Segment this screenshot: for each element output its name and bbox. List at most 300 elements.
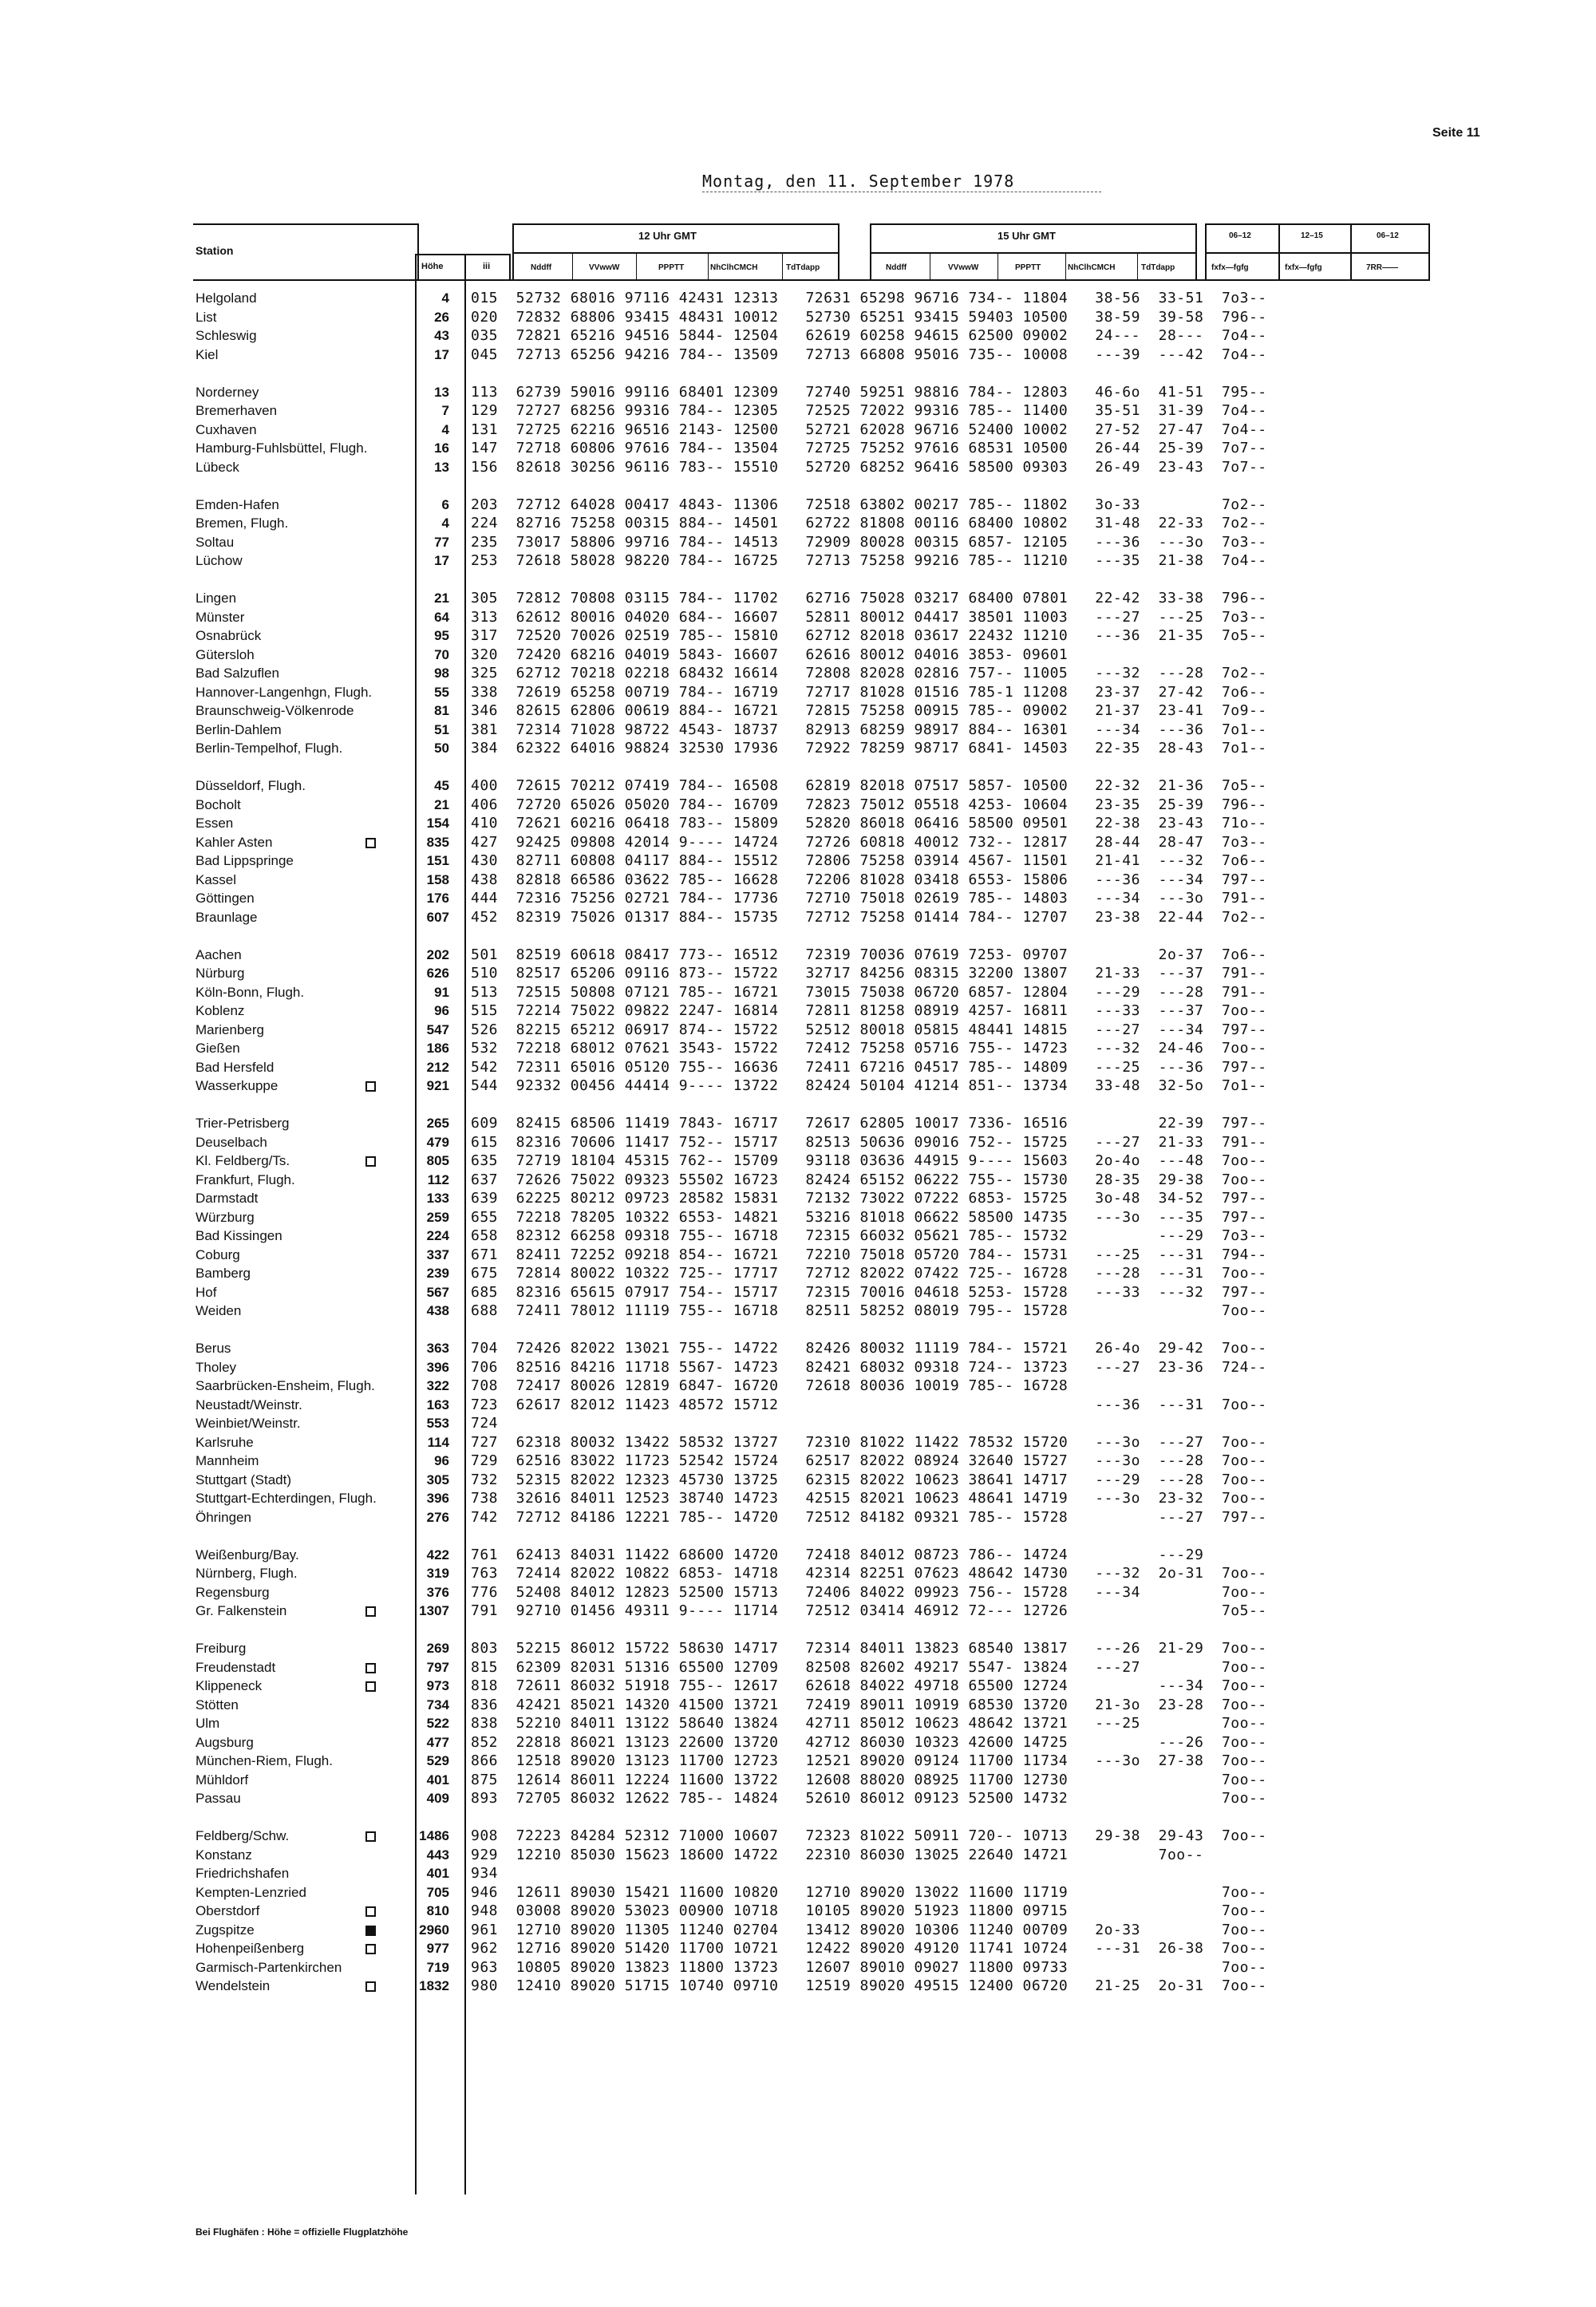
station-name: Berlin-Tempelhof, Flugh. (196, 741, 343, 756)
group-spacer (363, 364, 449, 383)
hohe-value: 13 (434, 384, 449, 400)
col-12-dewpoint: TdTdapp (786, 263, 820, 272)
observation-row: 444 72316 75256 02721 784-- 17736 72710 75018 02619 785-- 14803 ---34 ---3o 791-- (471, 890, 1267, 907)
observation-row: 818 72611 86032 51918 755-- 12617 62618 84022 49718 65500 12724 ---34 7oo-- (471, 1677, 1267, 1694)
hohe-value: 305 (426, 1472, 449, 1487)
extra-head-2: 12–15 (1301, 231, 1323, 240)
station-name: Frankfurt, Flugh. (196, 1171, 295, 1187)
observation-row: 948 03008 89020 53023 00900 10718 10105 89020 51923 11800 09715 7oo-- (471, 1902, 1267, 1919)
observation-row: 838 52210 84011 13122 58640 13824 42711 85012 10623 48642 13721 ---25 7oo-- (471, 1715, 1267, 1732)
hohe-value: 21 (434, 591, 449, 606)
observation-row: 908 72223 84284 52312 71000 10607 72323 81022 50911 720-- 10713 29-38 29-43 7oo-- (471, 1827, 1267, 1844)
observation-row: 510 82517 65206 09116 873-- 15722 32717 84256 08315 32200 13807 21-33 ---37 791-- (471, 965, 1267, 982)
hohe-value: 4 (441, 421, 449, 437)
station-name: Hohenpeißenberg (196, 1941, 305, 1956)
station-name: Münster (196, 609, 245, 625)
station-name: Kl. Feldberg/Ts. (196, 1153, 290, 1168)
hohe-value: 55 (434, 684, 449, 700)
hohe-value: 1307 (419, 1603, 449, 1618)
station-name: Hannover-Langenhgn, Flugh. (196, 684, 373, 700)
station-name: Osnabrück (196, 628, 262, 643)
observation-row: 836 42421 85021 14320 41500 13721 72419 89011 10919 68530 13720 21-3o 23-28 7oo-- (471, 1696, 1267, 1713)
col-15-nddff: Nddff (886, 263, 907, 272)
station-name: Garmisch-Partenkirchen (196, 1959, 342, 1975)
group-spacer (471, 571, 1267, 590)
hohe-value: 45 (434, 778, 449, 793)
station-name: Kiel (196, 346, 219, 362)
observation-row: 738 32616 84011 12523 38740 14723 42515 82021 10623 48641 14719 ---3o 23-32 7oo-- (471, 1490, 1267, 1507)
observation-row: 035 72821 65216 94516 5844- 12504 62619 60258 94615 62500 09002 24--- 28--- 7o4-- (471, 327, 1267, 344)
station-name: Braunschweig-Völkenrode (196, 703, 354, 718)
observation-row: 961 12710 89020 11305 11240 02704 13412 89020 10306 11240 00709 2o-33 7oo-- (471, 1921, 1267, 1938)
observation-row: 147 72718 60806 97616 784-- 13504 72725 75252 97616 68531 10500 26-44 25-39 7o7-- (471, 440, 1267, 456)
station-name: Stuttgart-Echterdingen, Flugh. (196, 1491, 377, 1506)
observation-row: 427 92425 09808 42014 9---- 14724 72726 60818 40012 732-- 12817 28-44 28-47 7o3-- (471, 833, 1267, 851)
station-name: München-Riem, Flugh. (196, 1753, 333, 1768)
observation-row: 020 72832 68806 93415 48431 10012 52730 65251 93415 59403 10500 38-59 39-58 796-- (471, 308, 1267, 326)
hohe-value: 95 (434, 628, 449, 643)
col-12-nddff: Nddff (531, 263, 552, 272)
group-spacer (363, 1321, 449, 1340)
hohe-value: 224 (426, 1228, 449, 1243)
station-name: Ulm (196, 1716, 220, 1731)
observation-row: 934 (471, 1865, 499, 1882)
observation-row: 224 82716 75258 00315 884-- 14501 62722 81808 00116 68400 10802 31-48 22-33 7o2-- (471, 515, 1267, 531)
observation-row: 704 72426 82022 13021 755-- 14722 82426 80032 11119 784-- 15721 26-4o 29-42 7oo-- (471, 1340, 1267, 1357)
hohe-value: 1832 (419, 1978, 449, 1993)
observation-row: 015 52732 68016 97116 42431 12313 72631 65298 96716 734-- 11804 38-56 33-51 7o3-- (471, 290, 1267, 306)
group-15-divider (870, 252, 1197, 254)
observation-row: 544 92332 00456 44414 9---- 13722 82424 50104 41214 851-- 13734 33-48 32-5o 7o1-- (471, 1077, 1267, 1094)
station-name: Bremen, Flugh. (196, 516, 289, 531)
station-name: Hamburg-Fuhlsbüttel, Flugh. (196, 440, 368, 456)
observation-row: 803 52215 86012 15722 58630 14717 72314 84011 13823 68540 13817 ---26 21-29 7oo-- (471, 1640, 1267, 1657)
station-header: Station (196, 244, 234, 257)
group-12-divider (512, 252, 839, 254)
hohe-value: 70 (434, 646, 449, 662)
observation-row: 729 62516 83022 11723 52542 15724 62517 82022 08924 32640 15727 ---3o ---28 7oo-- (471, 1452, 1267, 1469)
hohe-value: 6 (441, 496, 449, 512)
hohe-value: 64 (434, 609, 449, 625)
observation-row: 815 62309 82031 51316 65500 12709 82508 82602 49217 5547- 13824 ---27 7oo-- (471, 1658, 1267, 1676)
hohe-value: 212 (426, 1059, 449, 1075)
station-name: Göttingen (196, 891, 255, 906)
col-15-dewpoint: TdTdapp (1141, 263, 1175, 272)
station-name: Lingen (196, 591, 237, 606)
hohe-value: 567 (426, 1284, 449, 1300)
hohe-value: 443 (426, 1847, 449, 1863)
col-12-vvwww: VVwwW (589, 263, 620, 272)
observation-row: 526 82215 65212 06917 874-- 15722 52512 80018 05815 48441 14815 ---27 ---34 797-- (471, 1021, 1267, 1038)
hohe-value: 158 (426, 871, 449, 887)
observation-row: 724 (471, 1415, 499, 1432)
group-spacer (471, 1527, 1267, 1546)
hohe-value: 401 (426, 1772, 449, 1788)
col-divider (1065, 254, 1066, 279)
observation-row: 045 72713 65256 94216 784-- 13509 72713 66808 95016 735-- 10008 ---39 ---42 7o4-- (471, 346, 1267, 363)
group-spacer (471, 476, 1267, 496)
group-spacer (471, 1096, 1267, 1115)
station-name: Deuselbach (196, 1134, 267, 1150)
station-name: Helgoland (196, 290, 257, 306)
observation-row: 452 82319 75026 01317 884-- 15735 72712 75258 01414 784-- 12707 23-38 22-44 7o2-- (471, 908, 1267, 926)
col-divider (636, 254, 637, 279)
observation-row: 675 72814 80022 10322 725-- 17717 72712 82022 07422 725-- 16728 ---28 ---31 7oo-- (471, 1265, 1267, 1282)
station-name: Konstanz (196, 1847, 252, 1863)
hohe-value: 4 (441, 516, 449, 531)
station-name: Stuttgart (Stadt) (196, 1472, 291, 1487)
hohe-value: 805 (426, 1153, 449, 1168)
extra-sub-1: fxfx—fgfg (1211, 263, 1249, 272)
hohe-value: 973 (426, 1678, 449, 1693)
extra-head-1: 06–12 (1229, 231, 1251, 240)
group-spacer (471, 758, 1267, 777)
data-column (471, 289, 1267, 1996)
observation-row: 430 82711 60808 04117 884-- 15512 72806 75258 03914 4567- 11501 21-41 ---32 7o6-- (471, 852, 1267, 869)
hohe-value: 477 (426, 1734, 449, 1750)
observation-row: 742 72712 84186 12221 785-- 14720 72512 84182 09321 785-- 15728 ---27 797-- (471, 1508, 1267, 1526)
station-name: Stötten (196, 1697, 239, 1712)
group-spacer (363, 571, 449, 590)
extra-sub-2: fxfx—fgfg (1285, 263, 1322, 272)
station-name: Wasserkuppe (196, 1078, 279, 1093)
group-spacer (363, 1527, 449, 1546)
hohe-value: 112 (427, 1171, 449, 1187)
hohe-value: 96 (434, 1453, 449, 1468)
hohe-header: Höhe (421, 262, 444, 271)
hohe-value: 479 (426, 1134, 449, 1150)
observation-row: 609 82415 68506 11419 7843- 16717 72617 62805 10017 7336- 16516 22-39 797-- (471, 1115, 1267, 1132)
observation-row: 235 73017 58806 99716 784-- 14513 72909 80028 00315 6857- 12105 ---36 ---3o 7o3-- (471, 533, 1267, 551)
observation-row: 325 62712 70218 02218 68432 16614 72808 82028 02816 757-- 11005 ---32 ---28 7o2-- (471, 665, 1267, 681)
hohe-value: 719 (426, 1959, 449, 1975)
observation-row: 532 72218 68012 07621 3543- 15722 72412 75258 05716 755-- 14723 ---32 24-46 7oo-- (471, 1040, 1267, 1057)
observation-row: 929 12210 85030 15623 18600 14722 22310 86030 13025 22640 14721 7oo-- (471, 1846, 1204, 1863)
station-name: Berus (196, 1341, 231, 1356)
station-name: Köln-Bonn, Flugh. (196, 984, 305, 1000)
observation-row: 893 72705 86032 12622 785-- 14824 52610 86012 09123 52500 14732 7oo-- (471, 1790, 1267, 1807)
station-name: Feldberg/Schw. (196, 1828, 290, 1843)
hohe-value: 151 (426, 853, 449, 868)
station-name: Gütersloh (196, 646, 255, 662)
station-name: Zugspitze (196, 1922, 255, 1938)
observation-row: 708 72417 80026 12819 6847- 16720 72618 80036 10019 785-- 16728 (471, 1377, 1069, 1394)
station-name: Mannheim (196, 1453, 259, 1468)
header-top-rule (193, 223, 419, 225)
station-name: Kempten-Lenzried (196, 1884, 306, 1900)
observation-row: 513 72515 50808 07121 785-- 16721 73015 75038 06720 6857- 12804 ---29 ---28 791-- (471, 983, 1267, 1001)
observation-row: 515 72214 75022 09822 2247- 16814 72811 81258 08919 4257- 16811 ---33 ---37 7oo-- (471, 1002, 1267, 1019)
station-name: List (196, 309, 217, 325)
extra-head-3: 06–12 (1377, 231, 1399, 240)
station-name: Gießen (196, 1041, 240, 1056)
station-name: Trier-Petrisberg (196, 1116, 290, 1131)
observation-row: 615 82316 70606 11417 752-- 15717 82513 50636 09016 752-- 15725 ---27 21-33 791-- (471, 1133, 1267, 1151)
station-name: Karlsruhe (196, 1434, 254, 1450)
group-12-title: 12 Uhr GMT (638, 230, 697, 242)
hohe-value: 607 (426, 909, 449, 925)
page-number: Seite 11 (1432, 126, 1480, 140)
observation-row: 852 22818 86021 13123 22600 13720 42712 86030 10323 42600 14725 ---26 7oo-- (471, 1733, 1267, 1751)
observation-row: 635 72719 18104 45315 762-- 15709 93118 03636 44915 9---- 15603 2o-4o ---48 7oo-- (471, 1152, 1267, 1169)
station-name: Düsseldorf, Flugh. (196, 778, 306, 793)
hohe-value: 7 (441, 403, 449, 418)
hohe-value: 810 (426, 1903, 449, 1918)
station-name: Kahler Asten (196, 834, 273, 850)
hohe-value: 114 (427, 1434, 449, 1450)
station-name: Öhringen (196, 1509, 251, 1525)
group-spacer (471, 1808, 1267, 1827)
extra-divider (1205, 252, 1430, 254)
station-name: Bamberg (196, 1266, 251, 1281)
station-name: Oberstdorf (196, 1903, 260, 1918)
group-spacer (471, 1621, 1267, 1640)
observation-row: 381 72314 71028 98722 4543- 18737 82913 68259 98917 884-- 16301 ---34 ---36 7o1-- (471, 721, 1267, 738)
hohe-value: 176 (426, 891, 449, 906)
observation-row: 320 72420 68216 04019 5843- 16607 62616 80012 04016 3853- 09601 (471, 646, 1069, 663)
station-name: Nürburg (196, 966, 245, 981)
observation-row: 305 72812 70808 03115 784-- 11702 62716 75028 03217 68400 07801 22-42 33-38 796-- (471, 590, 1267, 606)
observation-row: 338 72619 65258 00719 784-- 16719 72717 81028 01516 785-1 11208 23-37 27-42 7o6-- (471, 683, 1267, 701)
hohe-value: 276 (426, 1509, 449, 1525)
hohe-value: 51 (434, 721, 449, 737)
hohe-value: 396 (426, 1491, 449, 1506)
station-name: Bremerhaven (196, 403, 278, 418)
observation-row: 501 82519 60618 08417 773-- 16512 72319 70036 07619 7253- 09707 2o-37 7o6-- (471, 946, 1267, 963)
col-divider (1137, 254, 1138, 279)
station-name: Lübeck (196, 459, 239, 475)
station-name: Tholey (196, 1359, 237, 1375)
group-spacer (363, 476, 449, 496)
observation-row: 963 10805 89020 13823 11800 13723 12607 89010 09027 11800 09733 7oo-- (471, 1958, 1267, 1976)
hohe-value: 17 (434, 553, 449, 568)
hohe-value: 977 (426, 1941, 449, 1956)
observation-row: 317 72520 70026 02519 785-- 15810 62712 82018 03617 22432 11210 ---36 21-35 7o5-- (471, 627, 1267, 644)
hohe-value: 921 (426, 1078, 449, 1093)
station-name: Passau (196, 1791, 241, 1806)
col-12-clouds: NhClhCMCH (710, 263, 758, 272)
observation-row: 203 72712 64028 00417 4843- 11306 72518 63802 00217 785-- 11802 3o-33 7o2-- (471, 496, 1267, 513)
col-15-vvwww: VVwwW (948, 263, 979, 272)
observation-row: 384 62322 64016 98824 32530 17936 72922 78259 98717 6841- 14503 22-35 28-43 7o1-- (471, 740, 1267, 756)
hohe-value: 4 (441, 290, 449, 306)
station-name: Bad Salzuflen (196, 666, 279, 681)
hohe-value: 96 (434, 1003, 449, 1018)
station-name: Berlin-Dahlem (196, 721, 282, 737)
hohe-value: 133 (426, 1191, 449, 1206)
station-name: Soltau (196, 534, 235, 550)
hohe-value: 363 (426, 1341, 449, 1356)
station-name: Klippeneck (196, 1678, 263, 1693)
hohe-value: 396 (426, 1359, 449, 1375)
station-name: Schleswig (196, 328, 257, 343)
observation-row: 791 92710 01456 49311 9---- 11714 72512 03414 46912 72--- 12726 7o5-- (471, 1602, 1267, 1619)
station-name: Nürnberg, Flugh. (196, 1566, 298, 1581)
hohe-value: 522 (426, 1716, 449, 1731)
observation-row: 113 62739 59016 99116 68401 12309 72740 59251 98816 784-- 12803 46-6o 41-51 795-- (471, 383, 1267, 401)
hohe-value: 26 (434, 309, 449, 325)
observation-row: 313 62612 80016 04020 684-- 16607 52811 80012 04417 38501 11003 ---27 ---25 7o3-- (471, 608, 1267, 626)
station-name: Marienberg (196, 1021, 264, 1037)
station-name: Mühldorf (196, 1772, 249, 1788)
extra-col-divider (1278, 223, 1280, 279)
hohe-value: 21 (434, 796, 449, 812)
observation-row: 637 72626 75022 09323 55502 16723 82424 65152 06222 755-- 15730 28-35 29-38 7oo-- (471, 1171, 1267, 1188)
observation-row: 156 82618 30256 96116 783-- 15510 52720 68252 96416 58500 09303 26-49 23-43 7o7-- (471, 458, 1267, 476)
station-name: Freudenstadt (196, 1659, 276, 1675)
observation-row: 129 72727 68256 99316 784-- 12305 72525 72022 99316 785-- 11400 35-51 31-39 7o4-- (471, 402, 1267, 419)
col-12-ppptt: PPPTT (658, 263, 685, 272)
station-name: Weinbiet/Weinstr. (196, 1416, 301, 1431)
hohe-value: 734 (426, 1697, 449, 1712)
hohe-value: 438 (426, 1303, 449, 1318)
station-name: Lüchow (196, 553, 243, 568)
observation-row: 658 82312 66258 09318 755-- 16718 72315 66032 05621 785-- 15732 ---29 7o3-- (471, 1227, 1267, 1244)
observation-row: 685 82316 65615 07917 754-- 15717 72315 70016 04618 5253- 15728 ---33 ---32 797-- (471, 1283, 1267, 1301)
station-name: Koblenz (196, 1003, 245, 1018)
hohe-value: 17 (434, 346, 449, 362)
station-name: Coburg (196, 1246, 240, 1262)
station-name: Neustadt/Weinstr. (196, 1396, 302, 1412)
col-divider (572, 254, 573, 279)
group-spacer (363, 1808, 449, 1827)
observation-row: 406 72720 65026 05020 784-- 16709 72823 75012 05518 4253- 10604 23-35 25-39 796-- (471, 796, 1267, 813)
observation-row: 671 82411 72252 09218 854-- 16721 72210 75018 05720 784-- 15731 ---25 ---31 794-- (471, 1246, 1267, 1263)
col-15-clouds: NhClhCMCH (1068, 263, 1116, 272)
observation-row: 866 12518 89020 13123 11700 12723 12521 89020 09124 11700 11734 ---3o 27-38 7oo-- (471, 1752, 1267, 1769)
hohe-value: 43 (434, 328, 449, 343)
group-spacer (363, 1621, 449, 1640)
hohe-value: 13 (434, 459, 449, 475)
station-name: Weiden (196, 1303, 242, 1318)
hohe-value: 553 (426, 1416, 449, 1431)
observation-row: 410 72621 60216 06418 783-- 15809 52820 86018 06416 58500 09501 22-38 23-43 71o-- (471, 815, 1267, 832)
group-spacer (363, 926, 449, 946)
station-name: Bocholt (196, 796, 241, 812)
observation-row: 438 82818 66586 03622 785-- 16628 72206 81028 03418 6553- 15806 ---36 ---34 797-- (471, 871, 1267, 888)
hohe-value: 337 (426, 1246, 449, 1262)
observation-row: 763 72414 82022 10822 6853- 14718 42314 82251 07623 48642 14730 ---32 2o-31 7oo-- (471, 1565, 1267, 1582)
station-name: Essen (196, 816, 234, 831)
hohe-value: 50 (434, 741, 449, 756)
observation-row: 253 72618 58028 98220 784-- 16725 72713 75258 99216 785-- 11210 ---35 21-38 7o4-- (471, 552, 1267, 569)
observation-row: 761 62413 84031 11422 68600 14720 72418 84012 08723 786-- 14724 ---29 (471, 1546, 1204, 1563)
station-name: Norderney (196, 384, 259, 400)
station-name: Braunlage (196, 909, 258, 925)
hohe-value: 154 (426, 816, 449, 831)
observation-row: 639 62225 80212 09723 28582 15831 72132 73022 07222 6853- 15725 3o-48 34-52 797-- (471, 1190, 1267, 1207)
hohe-value: 529 (426, 1753, 449, 1768)
observation-row: 946 12611 89030 15421 11600 10820 12710 89020 13022 11600 11719 7oo-- (471, 1883, 1267, 1901)
hohe-value: 202 (426, 946, 449, 962)
station-name: Freiburg (196, 1641, 247, 1656)
observation-row: 400 72615 70212 07419 784-- 16508 62819 82018 07517 5857- 10500 22-32 21-36 7o5-- (471, 777, 1267, 794)
observation-row: 131 72725 62216 96516 2143- 12500 52721 62028 96716 52400 10002 27-52 27-47 7o4-- (471, 421, 1267, 438)
station-name: Bad Lippspringe (196, 853, 294, 868)
hohe-value: 269 (426, 1641, 449, 1656)
hohe-value: 81 (434, 703, 449, 718)
hohe-value: 422 (426, 1547, 449, 1562)
station-name: Darmstadt (196, 1191, 259, 1206)
observation-row: 542 72311 65016 05120 755-- 16636 72411 67216 04517 785-- 14809 ---25 ---36 797-- (471, 1058, 1267, 1076)
hohe-value: 626 (426, 966, 449, 981)
hohe-value: 835 (426, 834, 449, 850)
hohe-value: 265 (426, 1116, 449, 1131)
station-name: Würzburg (196, 1209, 255, 1225)
station-name: Hof (196, 1284, 217, 1300)
station-name: Saarbrücken-Ensheim, Flugh. (196, 1378, 375, 1393)
hohe-value: 322 (426, 1378, 449, 1393)
group-15-title: 15 Uhr GMT (998, 230, 1056, 242)
hohe-value: 2960 (419, 1922, 449, 1938)
col-15-ppptt: PPPTT (1015, 263, 1041, 272)
hohe-value: 797 (426, 1659, 449, 1675)
group-spacer (471, 1321, 1267, 1340)
hohe-value: 239 (426, 1266, 449, 1281)
hohe-value: 16 (434, 440, 449, 456)
station-name: Augsburg (196, 1734, 254, 1750)
body-rule-hohe (464, 279, 466, 2194)
group-spacer (471, 364, 1267, 383)
station-name: Friedrichshafen (196, 1866, 290, 1881)
col-divider (708, 254, 709, 279)
iii-header: iii (483, 262, 491, 271)
hohe-value: 77 (434, 534, 449, 550)
observation-row: 962 12716 89020 51420 11700 10721 12422 89020 49120 11741 10724 ---31 26-38 7oo-- (471, 1940, 1267, 1957)
observation-row: 875 12614 86011 12224 11600 13722 12608 88020 08925 11700 12730 7oo-- (471, 1771, 1267, 1788)
extra-col-divider (1350, 223, 1352, 279)
station-name: Bad Kissingen (196, 1228, 282, 1243)
hohe-iii-divider (464, 254, 466, 279)
observation-row: 706 82516 84216 11718 5567- 14723 82421 68032 09318 724-- 13723 ---27 23-36 724-- (471, 1358, 1267, 1376)
station-name: Gr. Falkenstein (196, 1603, 287, 1618)
hohe-value: 705 (426, 1884, 449, 1900)
extra-sub-3: 7RR—— (1366, 263, 1399, 272)
hohe-value: 409 (426, 1791, 449, 1806)
group-spacer (471, 926, 1267, 946)
hohe-value: 1486 (419, 1828, 449, 1843)
hohe-column (363, 289, 449, 1996)
station-name: Weißenburg/Bay. (196, 1547, 299, 1562)
hohe-value: 376 (426, 1584, 449, 1600)
hohe-value: 91 (434, 984, 449, 1000)
hohe-value: 186 (426, 1041, 449, 1056)
observation-row: 732 52315 82022 12323 45730 13725 62315 82022 10623 38641 14717 ---29 ---28 7oo-- (471, 1471, 1267, 1488)
station-name: Cuxhaven (196, 421, 257, 437)
observation-row: 346 82615 62806 00619 884-- 16721 72815 75258 00915 785-- 09002 21-37 23-41 7o9-- (471, 702, 1267, 719)
hohe-value: 163 (426, 1396, 449, 1412)
observation-row: 688 72411 78012 11119 755-- 16718 82511 58252 08019 795-- 15728 7oo-- (471, 1302, 1267, 1319)
group-spacer (363, 758, 449, 777)
station-name: Bad Hersfeld (196, 1059, 275, 1075)
hohe-value: 319 (426, 1566, 449, 1581)
observation-row: 776 52408 84012 12823 52500 15713 72406 84022 09923 756-- 15728 ---34 7oo-- (471, 1583, 1267, 1601)
observation-row: 980 12410 89020 51715 10740 09710 12519 89020 49515 12400 06720 21-25 2o-31 7oo-- (471, 1977, 1267, 1994)
station-name: Aachen (196, 946, 242, 962)
station-name: Emden-Hafen (196, 496, 279, 512)
observation-row: 655 72218 78205 10322 6553- 14821 53216 81018 06622 58500 14735 ---3o ---35 797-- (471, 1208, 1267, 1226)
col-divider (782, 254, 783, 279)
hohe-value: 547 (426, 1021, 449, 1037)
station-name: Wendelstein (196, 1978, 271, 1993)
group-spacer (363, 1096, 449, 1115)
observation-row: 727 62318 80032 13422 58532 13727 72310 81022 11422 78532 15720 ---3o ---27 7oo-- (471, 1433, 1267, 1451)
footnote: Bei Flughäfen : Höhe = offizielle Flugplatzhöhe (196, 2226, 409, 2238)
hohe-value: 98 (434, 666, 449, 681)
page-title: Montag, den 11. September 1978 (702, 172, 1015, 191)
hohe-value: 259 (426, 1209, 449, 1225)
hohe-value: 401 (426, 1866, 449, 1881)
